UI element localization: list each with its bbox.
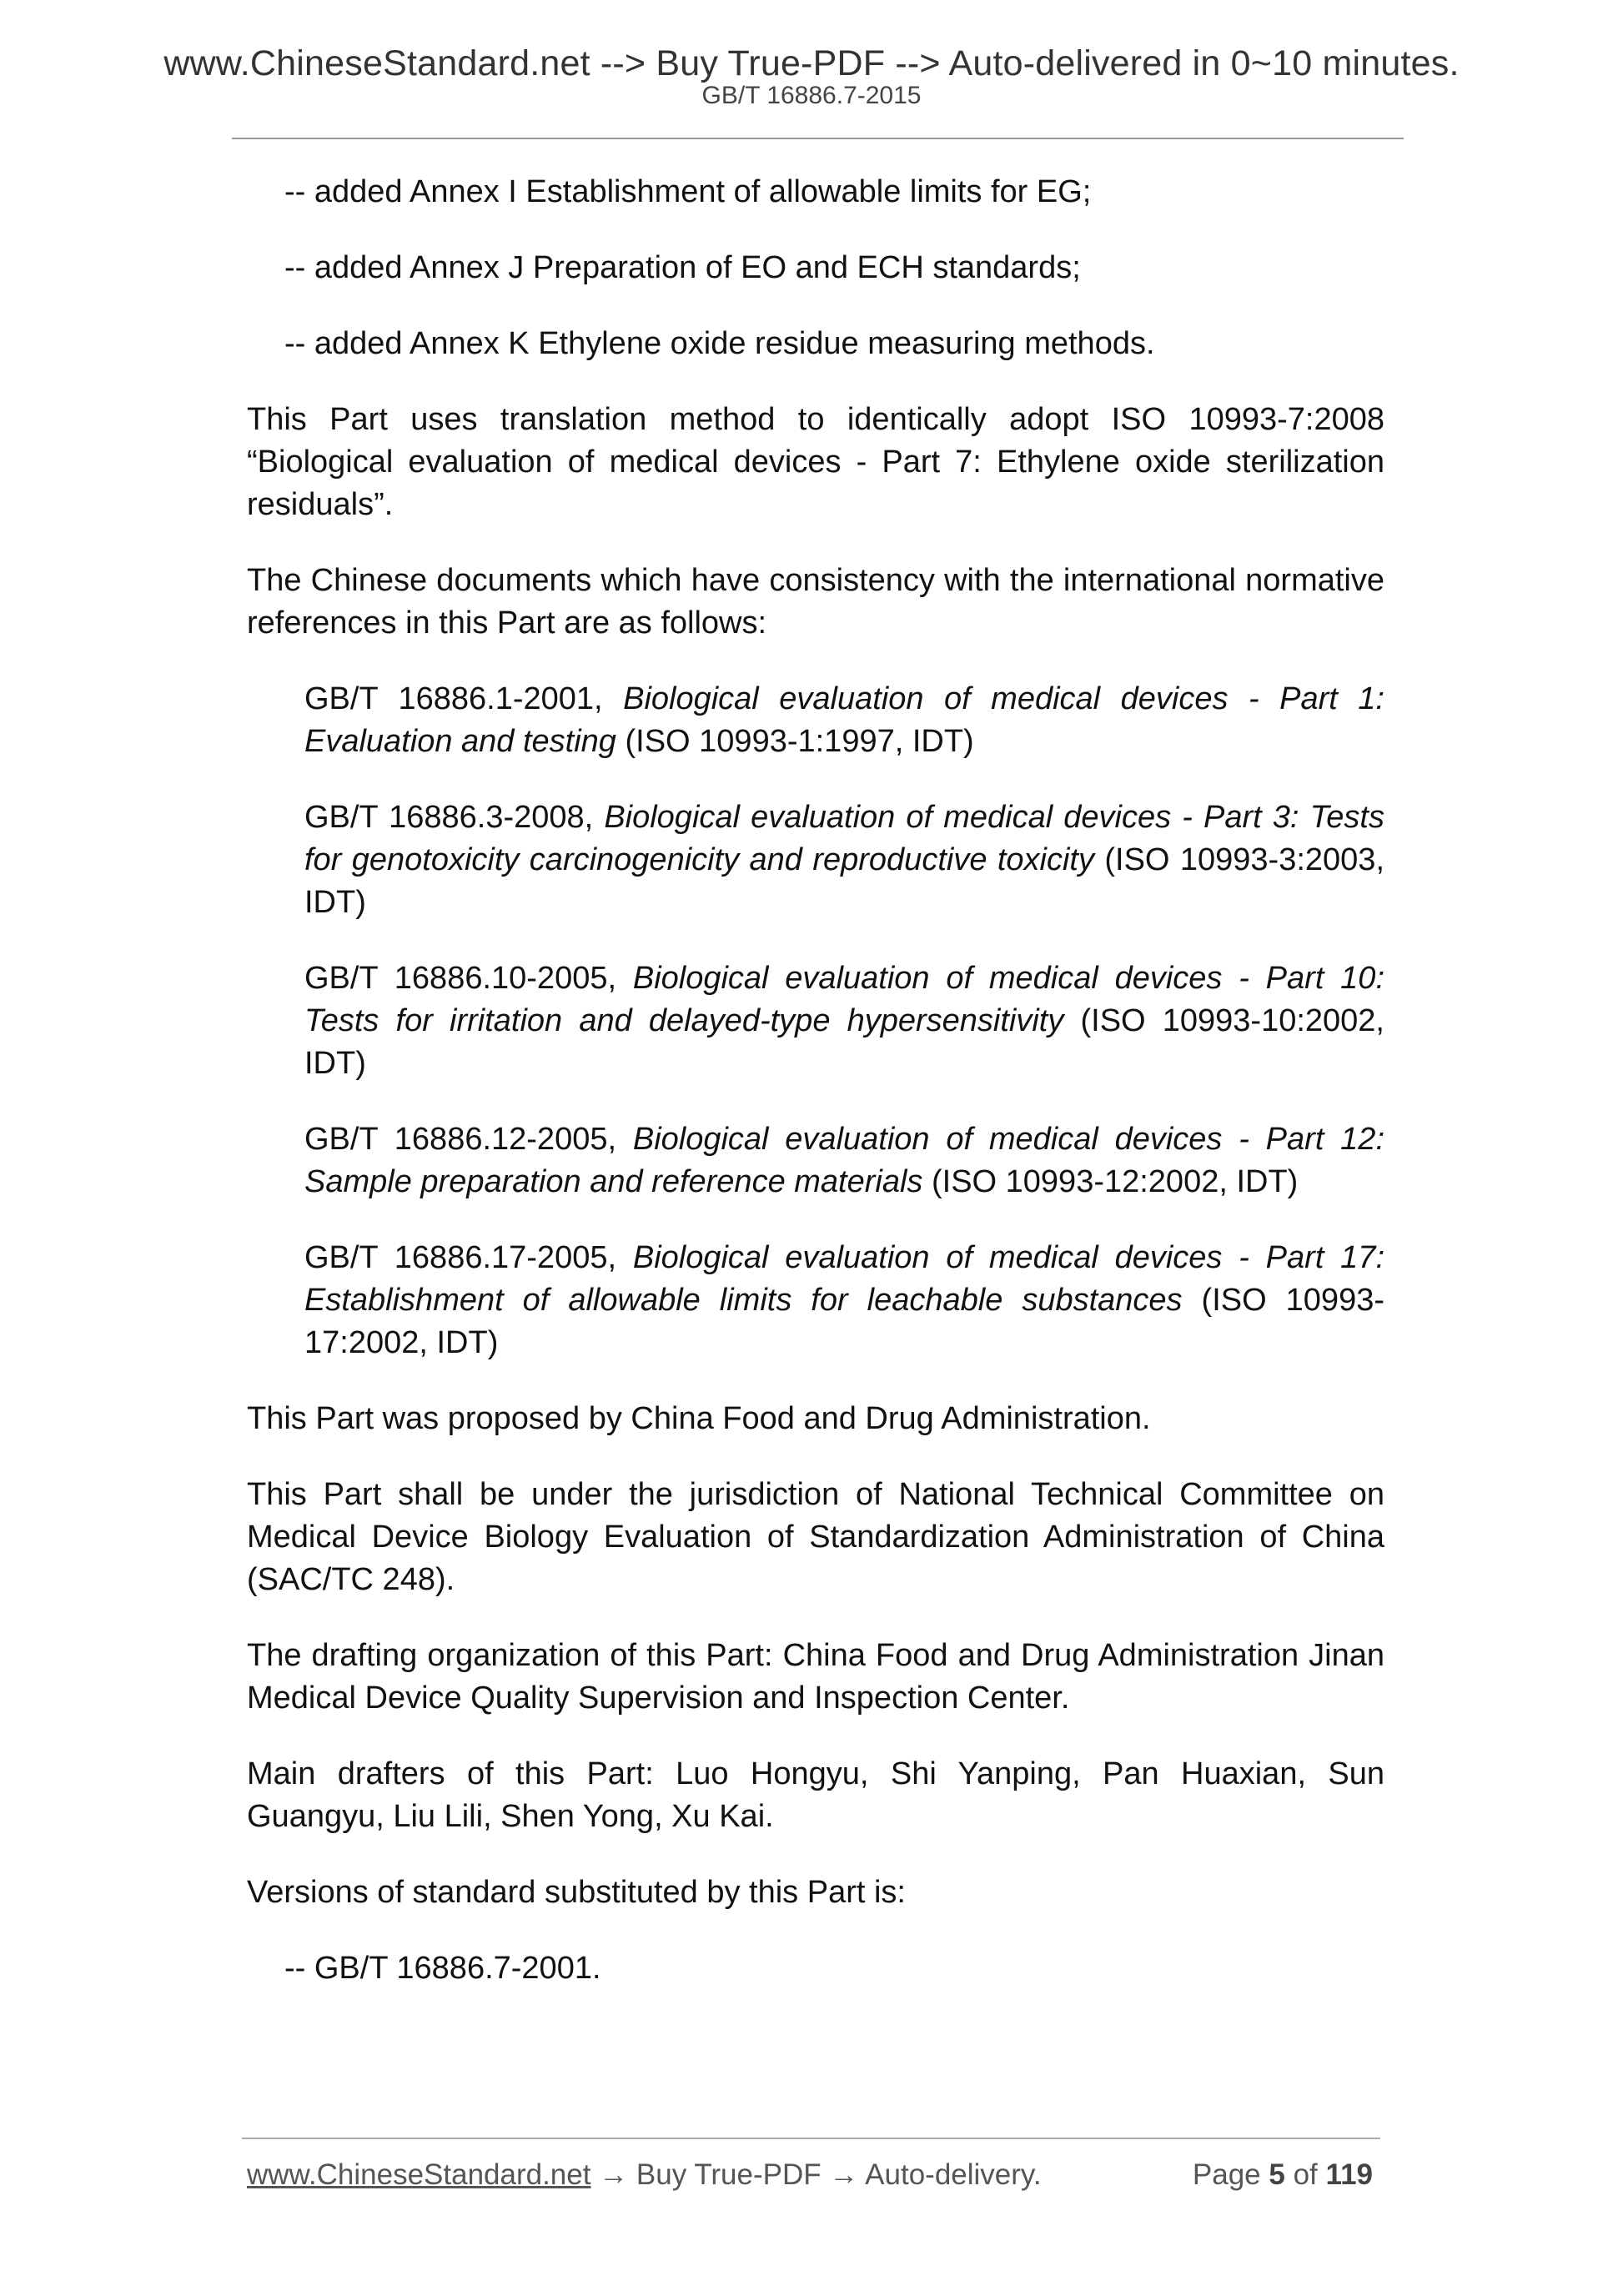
reference-item bbox=[304, 678, 1384, 763]
header-divider bbox=[232, 138, 1404, 139]
reference-equivalence: (ISO 10993-1:1997, IDT) bbox=[616, 724, 974, 759]
dash-item-annex-j: -- added Annex J Preparation of EO and ECH standards; bbox=[284, 250, 1081, 285]
standard-code: GB/T 16886.7-2015 bbox=[701, 82, 922, 109]
reference-equivalence: (ISO 10993-17:2002, IDT) bbox=[304, 1283, 1384, 1360]
dash-item-annex-i: -- added Annex I Establishment of allowable limits for EG; bbox=[284, 174, 1092, 209]
proposed-by-paragraph: This Part was proposed by China Food and Drug Administration. bbox=[247, 1401, 1151, 1436]
page-footer bbox=[247, 2158, 1384, 2192]
reference-equivalence: (ISO 10993-3:2003, IDT) bbox=[304, 842, 1384, 920]
reference-code: GB/T 16886.1-2001, bbox=[304, 681, 624, 716]
of-label: of bbox=[1293, 2158, 1318, 2191]
reference-title: Biological evaluation of medical devices - Part 17: Establishment of allowable limits for leachable substances bbox=[304, 1240, 1385, 1318]
drafting-organization-paragraph: The drafting organization of this Part: China Food and Drug Administration Jinan Medical Device Quality Supervision and Inspection Center. bbox=[247, 1638, 1384, 1716]
drafters-paragraph: Main drafters of this Part: Luo Hongyu, Shi Yanping, Pan Huaxian, Sun Guangyu, Liu Lili, Shen Yong, Xu Kai. bbox=[247, 1756, 1384, 1834]
reference-title: Biological evaluation of medical devices - Part 10: Tests for irritation and delayed-type hypersensitivity bbox=[304, 961, 1385, 1038]
reference-item bbox=[304, 1118, 1384, 1203]
reference-item bbox=[304, 1237, 1384, 1364]
footer-divider bbox=[242, 2138, 1380, 2139]
reference-code: GB/T 16886.12-2005, bbox=[304, 1122, 633, 1157]
reference-title: Biological evaluation of medical devices - Part 12: Sample preparation and reference materials bbox=[304, 1122, 1385, 1199]
reference-title: Biological evaluation of medical devices - Part 1: Evaluation and testing bbox=[304, 681, 1384, 759]
header-banner: www.ChineseStandard.net --> Buy True-PDF --> Auto-delivered in 0~10 minutes. bbox=[163, 43, 1460, 83]
reference-code: GB/T 16886.10-2005, bbox=[304, 961, 633, 996]
reference-item bbox=[304, 957, 1384, 1085]
reference-code: GB/T 16886.17-2005, bbox=[304, 1240, 633, 1275]
total-pages: 119 bbox=[1325, 2158, 1373, 2191]
version-item: -- GB/T 16886.7-2001. bbox=[284, 1951, 601, 1986]
jurisdiction-paragraph: This Part shall be under the jurisdiction of National Technical Committee on Medical Device Biology Evaluation of Standardization Administration of China (SAC/TC 248). bbox=[247, 1477, 1384, 1597]
website-link[interactable]: www.ChineseStandard.net bbox=[247, 2158, 591, 2191]
page-indicator bbox=[1193, 2158, 1373, 2192]
footer-tagline: → Buy True-PDF → Auto-delivery. bbox=[590, 2158, 1042, 2191]
reference-item bbox=[304, 796, 1384, 924]
dash-item-annex-k: -- added Annex K Ethylene oxide residue measuring methods. bbox=[284, 326, 1155, 361]
document-body bbox=[247, 171, 1384, 2023]
reference-equivalence: (ISO 10993-12:2002, IDT) bbox=[922, 1164, 1299, 1199]
versions-intro: Versions of standard substituted by this Part is: bbox=[247, 1875, 906, 1910]
page-label: Page bbox=[1192, 2158, 1261, 2191]
reference-code: GB/T 16886.3-2008, bbox=[304, 800, 605, 835]
adoption-paragraph: This Part uses translation method to identically adopt ISO 10993-7:2008 “Biological evaluation of medical devices - Part 7: Ethylene oxide sterilization residuals”. bbox=[247, 402, 1384, 522]
reference-title: Biological evaluation of medical devices - Part 3: Tests for genotoxicity carcinogenicity and reproductive toxicity bbox=[304, 800, 1384, 877]
reference-equivalence: (ISO 10993-10:2002, IDT) bbox=[304, 1003, 1384, 1081]
page-number: 5 bbox=[1269, 2158, 1285, 2191]
references-intro: The Chinese documents which have consistency with the international normative references in this Part are as follows: bbox=[247, 563, 1384, 641]
